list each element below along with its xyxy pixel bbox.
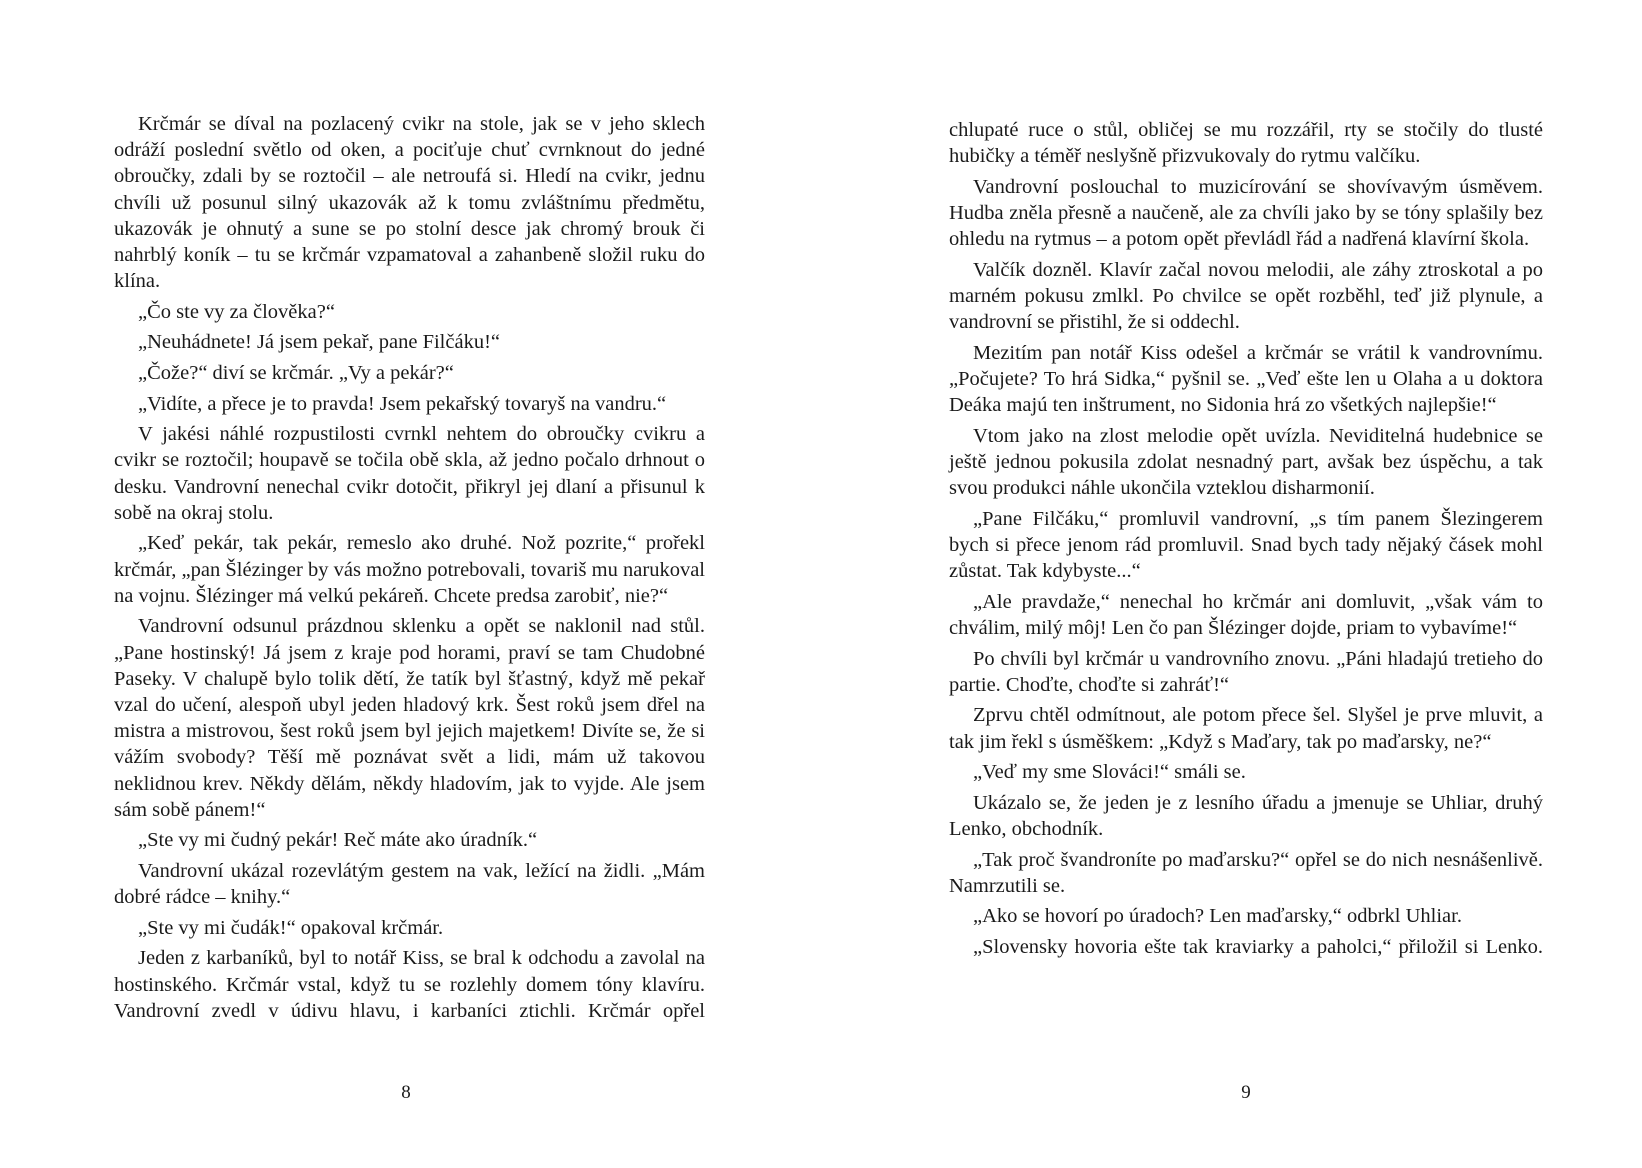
paragraph: Mezitím pan notář Kiss odešel a krčmár se vrátil k vandrovnímu. „Počujete? To hrá Sidka,“ pyšnil se. „Veď ešte len u Olaha a u doktora Deáka majú ten inštrument, no Sidonia hrá zo všetkých najlepšie!“ [949, 341, 1543, 417]
paragraph: „Keď pekár, tak pekár, remeslo ako druhé. Nož pozrite,“ prořekl krčmár, „pan Šlézinger by vás možno potrebovali, tovariš mu narukoval na vojnu. Šlézinger má velkú pekáreň. Chcete predsa zarobiť, nie?“ [114, 532, 705, 607]
paragraph: Jeden z karbaníků, byl to notář Kiss, se bral k odchodu a zavolal na hostinského. Krčmár vstal, když tu se rozlehly domem tóny klavíru. Vandrovní zvedl v údivu hlavu, i karbaníci ztichli. Krčmár opřel [114, 947, 705, 1022]
paragraph: Ukázalo se, že jeden je z lesního úřadu a jmenuje se Uhliar, druhý Lenko, obchodník. [949, 791, 1543, 840]
paragraph: „Slovensky hovoria ešte tak kraviarky a paholci,“ přiložil si Lenko. [973, 935, 1543, 958]
left-page-text [114, 111, 705, 1028]
paragraph: Valčík dozněl. Klavír začal novou melodii, ale záhy ztroskotal a po marném pokusu zmlkl. Po chvilce se opět rozběhl, teď již plynule, a vandrovní se přistihl, že si oddechl. [949, 258, 1543, 334]
paragraph: „Ale pravdaže,“ nenechal ho krčmár ani domluvit, „však vám to chválim, milý môj! Len čo pan Šlézinger dojde, priam to vybavíme!“ [949, 590, 1543, 639]
paragraph: Vandrovní poslouchal to muzicírování se shovívavým úsměvem. Hudba zněla přesně a naučeně, ale za chvíli jako by se tóny splašily bez ohledu na rytmus – a potom opět převládl řád a nadřená klavírní škola. [949, 175, 1543, 251]
right-page-text [949, 117, 1543, 965]
page-number: 9 [1241, 1082, 1251, 1103]
paragraph: Zprvu chtěl odmítnout, ale potom přece šel. Slyšel je prve mluvit, a tak jim řekl s úsměškem: „Když s Maďary, tak po maďarsky, ne?“ [949, 704, 1543, 753]
page-number: 8 [401, 1082, 411, 1103]
paragraph: „Ste vy mi čudák!“ opakoval krčmár. [138, 916, 444, 939]
paragraph: „Veď my sme Slováci!“ smáli se. [973, 761, 1246, 784]
paragraph: „Čo ste vy za člověka?“ [138, 300, 335, 323]
right-page [821, 0, 1642, 1168]
paragraph: Vandrovní odsunul prázdnou sklenku a opět se naklonil nad stůl. „Pane hostinský! Já jsem z kraje pod horami, praví se tam Chudobné Paseky. V chalupě bylo tolik dětí, že tatík byl šťastný, když mě pekař vzal do učení, alespoň ubyl jeden hladový krk. Šest roků jsem dřel na mistra a mistrovou, šest roků jsem byl jejich majetkem! Divíte se, že si vážím svobody? Těší mě poznávat svět a lidi, mám už takovou neklidnou krev. Někdy dělám, někdy hladovím, jak to vyjde. Ale jsem sám sobě pánem!“ [114, 615, 705, 821]
paragraph: V jakési náhlé rozpustilosti cvrnkl nehtem do obroučky cvikru a cvikr se roztočil; houpavě se točila obě skla, až jedno počalo drhnout o desku. Vandrovní nenechal cvikr dotočit, přikryl jej dlaní a přisunul k sobě na okraj stolu. [114, 423, 705, 524]
paragraph: „Ste vy mi čudný pekár! Reč máte ako úradník.“ [138, 829, 538, 852]
paragraph: „Tak proč švandroníte po maďarsku?“ opřel se do nich nesnášenlivě. Namrzutili se. [949, 848, 1543, 897]
paragraph: Krčmár se díval na pozlacený cvikr na stole, jak se v jeho sklech odráží poslední světlo od oken, a pociťuje chuť cvrnknout do jedné obroučky, zdali by se roztočil – ale netroufá si. Hledí na cvikr, jednu chvíli už posunul silný ukazovák až k tomu zvláštnímu předmětu, ukazovák je ohnutý a sune se po stolní desce jak chromý brouk či nahrblý koník – tu se krčmár vzpamatoval a zahanbeně složil ruku do klína. [114, 113, 705, 293]
paragraph: Vtom jako na zlost melodie opět uvízla. Neviditelná hudebnice se ještě jednou pokusila zdolat nesnadný part, avšak bez úspěchu, a tak svou produkci náhle ukončila vzteklou disharmonií. [949, 424, 1543, 500]
paragraph: Po chvíli byl krčmár u vandrovního znovu. „Páni hladajú tretieho do partie. Choďte, choďte si zahráť!“ [949, 647, 1543, 696]
paragraph: „Čože?“ diví se krčmár. „Vy a pekár?“ [138, 362, 454, 384]
paragraph: „Ako se hovorí po úradoch? Len maďarsky,“ odbrkl Uhliar. [973, 905, 1462, 928]
paragraph: „Neuhádnete! Já jsem pekař, pane Filčáku!“ [138, 331, 501, 354]
paragraph: chlupaté ruce o stůl, obličej se mu rozzářil, rty se stočily do tlusté hubičky a téměř neslyšně přizvukovaly do rytmu valčíku. [949, 119, 1543, 168]
paragraph: „Pane Filčáku,“ promluvil vandrovní, „s tím panem Šlezingerem bych si přece jenom rád promluvil. Snad bych tady nějaký čásek mohl zůstat. Tak kdybyste...“ [949, 507, 1543, 583]
paragraph: „Vidíte, a přece je to pravda! Jsem pekařský tovaryš na vandru.“ [138, 392, 667, 415]
paragraph: Vandrovní ukázal rozevlátým gestem na vak, ležící na židli. „Mám dobré rádce – knihy.“ [114, 860, 705, 909]
